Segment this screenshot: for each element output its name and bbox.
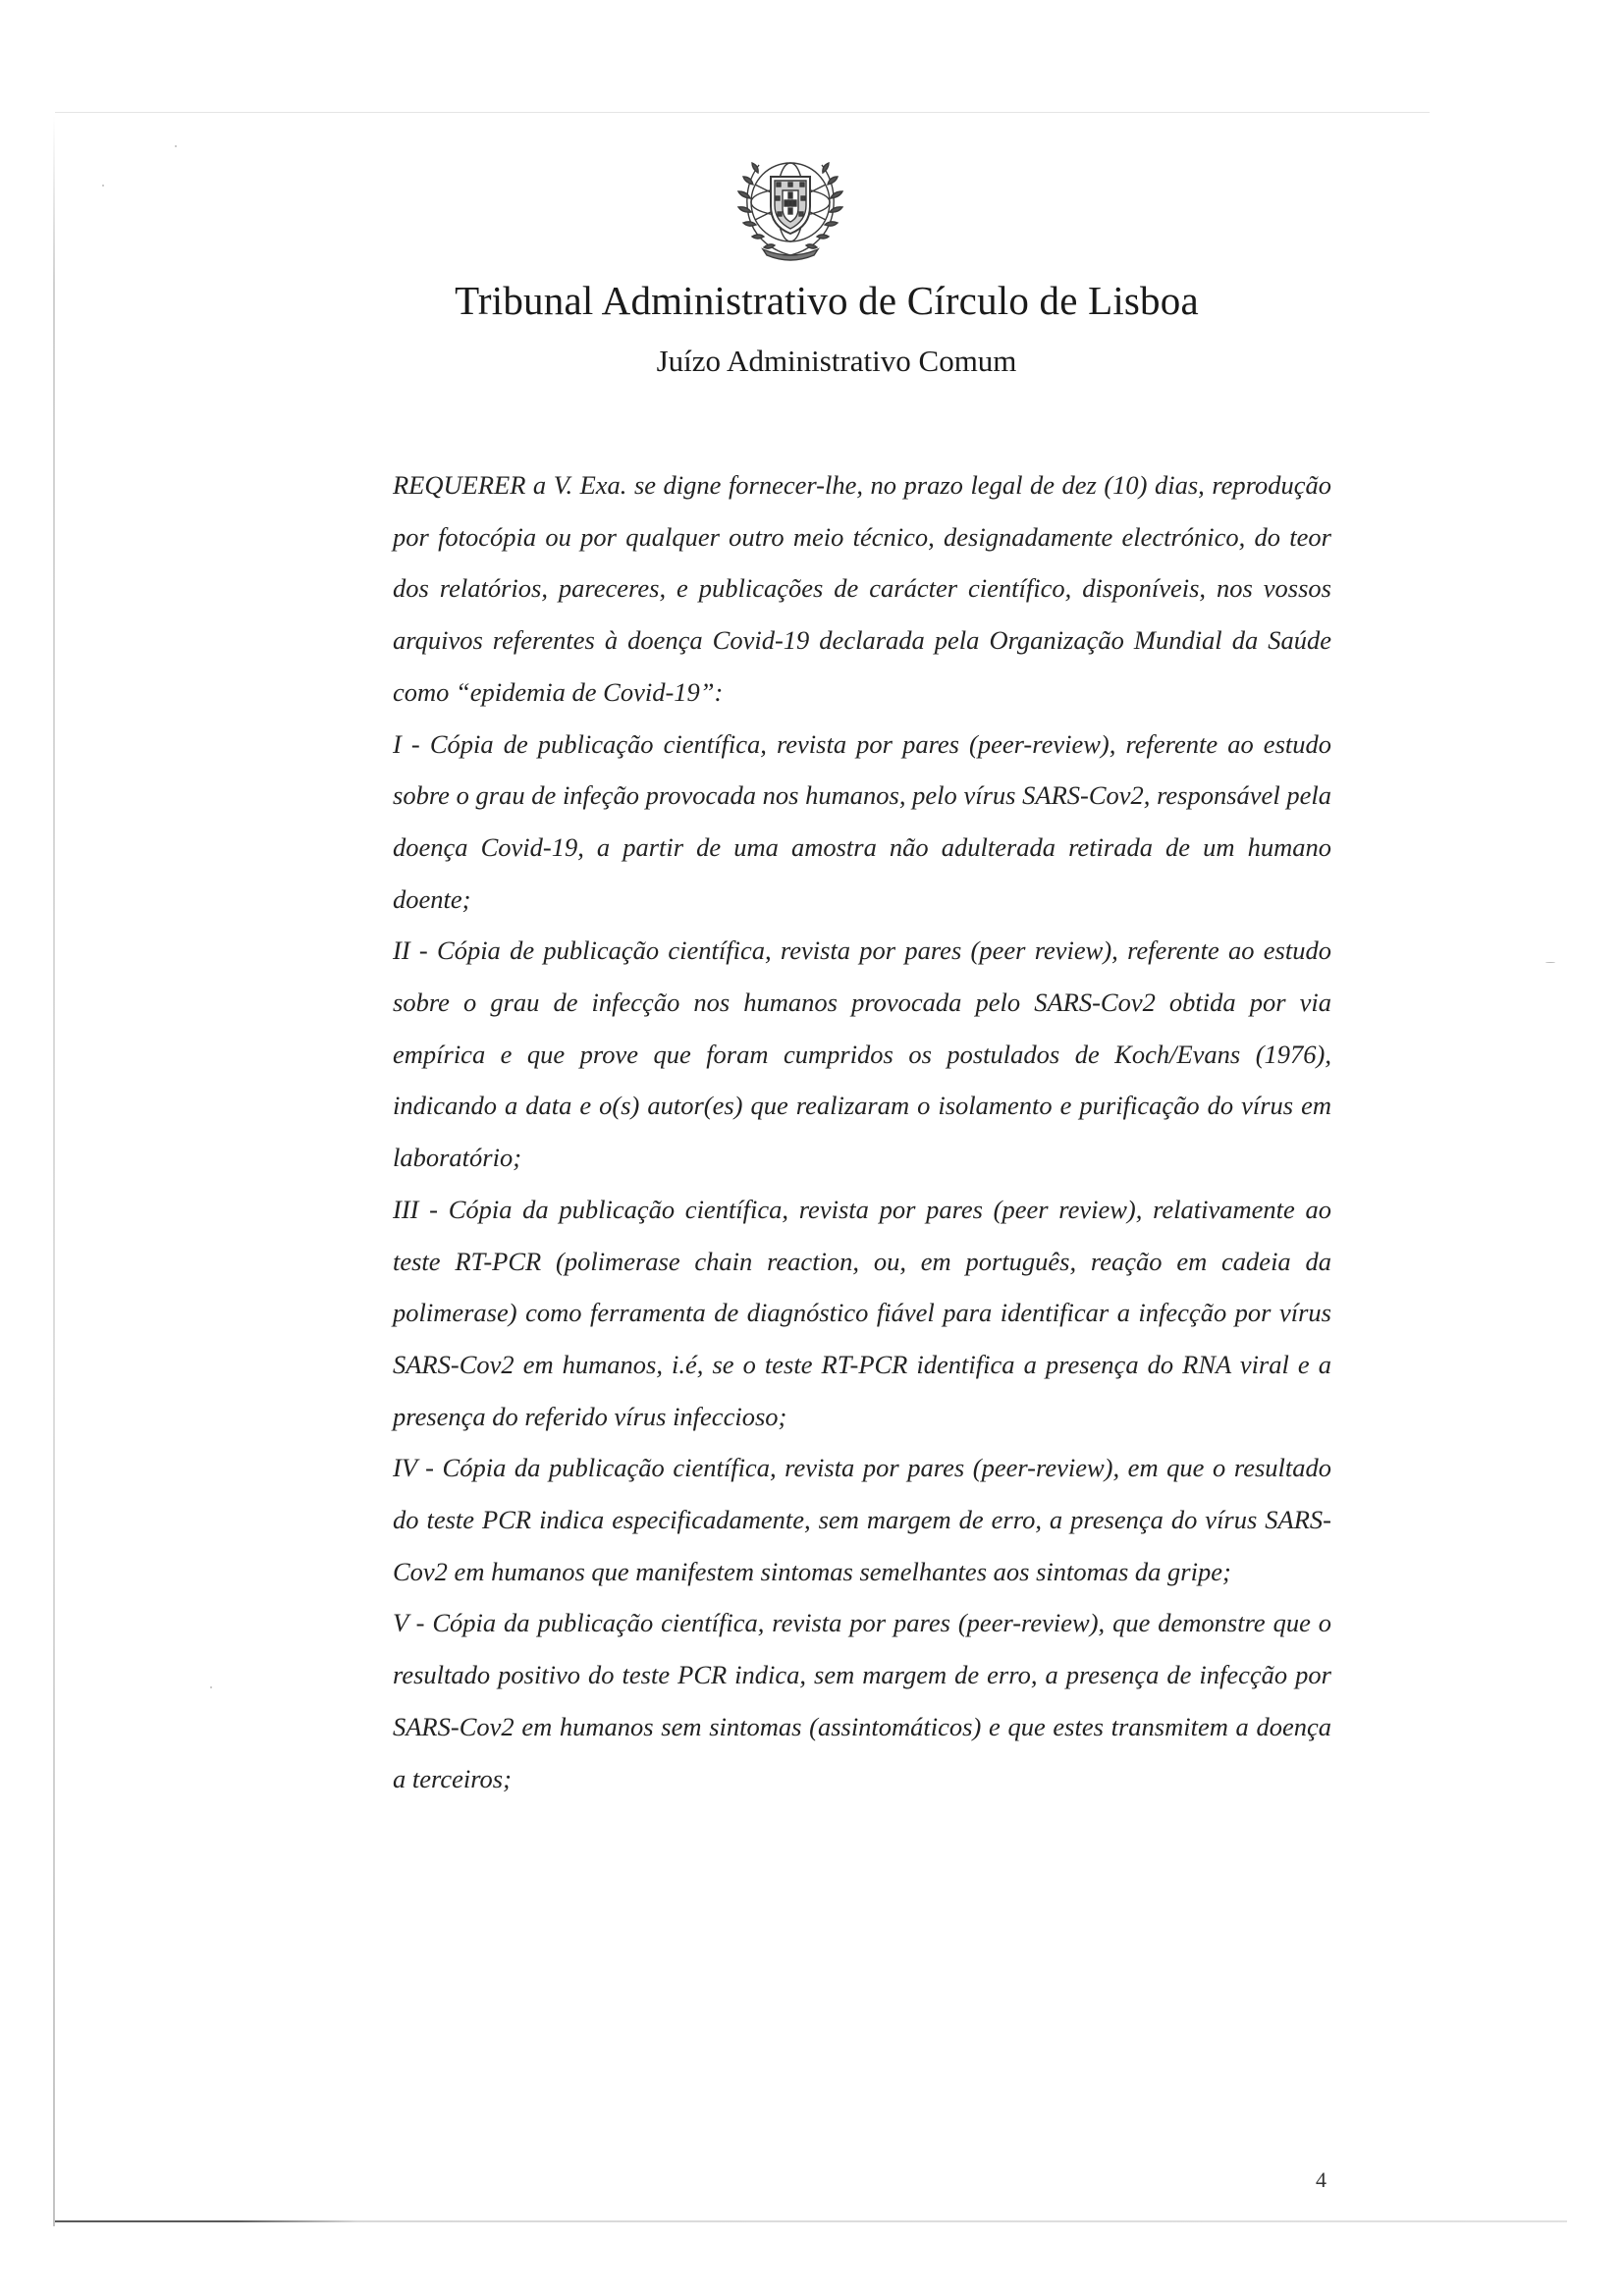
- scan-edge-bottom: [55, 2220, 1567, 2222]
- scan-speck: [210, 1686, 212, 1688]
- coat-of-arms-of-portugal-icon: [731, 145, 849, 263]
- paragraph-item-iv: IV - Cópia da publicação científica, revista por pares (peer-review), em que o resultado do teste PCR indica especificadamente, sem margem de erro, a presença do vírus SARS-Cov2 em humanos que manifestem sintomas semelhantes aos sintomas da gripe;: [393, 1453, 1331, 1586]
- scan-speck: [175, 145, 177, 147]
- paragraph-item-i: I - Cópia de publicação científica, revista por pares (peer-review), referente ao estudo sobre o grau de infeção provocada nos humanos, pelo vírus SARS-Cov2, responsável pela doença Covid-19, a partir de uma amostra não adulterada retirada de um humano doente;: [393, 728, 1331, 914]
- court-section: Juízo Administrativo Comum: [656, 344, 1017, 378]
- paragraph-item-ii: II - Cópia de publicação científica, revista por pares (peer review), referente ao estudo sobre o grau de infecção nos humanos provocada pelo SARS-Cov2 obtida por via empírica e que prove que foram cumpridos os postulados de Koch/Evans (1976), indicando a data e o(s) autor(es) que realizaram o isolamento e purificação do vírus em laboratório;: [393, 935, 1331, 1173]
- scan-speck: [1545, 962, 1555, 963]
- scan-edge-top: [55, 112, 1430, 113]
- page-number: 4: [1316, 2167, 1326, 2192]
- paragraph-request: REQUERER a V. Exa. se digne fornecer-lhe, no prazo legal de dez (10) dias, reprodução por fotocópia ou por qualquer outro meio técnico, designadamente electrónico, do teor dos relatórios, pareceres, e publicações de carácter científico, disponíveis, nos vossos arquivos referentes à doença Covid-19 declarada pela Organização Mundial da Saúde como “epidemia de Covid-19”:: [393, 470, 1331, 707]
- court-name: Tribunal Administrativo de Círculo de Lisboa: [455, 278, 1199, 323]
- scan-speck: [102, 185, 104, 187]
- scan-edge-left: [53, 116, 55, 2226]
- paragraph-item-iii: III - Cópia da publicação científica, revista por pares (peer review), relativamente ao teste RT-PCR (polimerase chain reaction, ou, em português, reação em cadeia da polimerase) como ferramenta de diagnóstico fiável para identificar a infecção por vírus SARS-Cov2 em humanos, i.é, se o teste RT-PCR identifica a presença do RNA viral e a presença do referido vírus infeccioso;: [393, 1194, 1331, 1431]
- paragraph-item-v: V - Cópia da publicação científica, revista por pares (peer-review), que demonstre que o resultado positivo do teste PCR indica, sem margem de erro, a presença de infecção por SARS-Cov2 em humanos sem sintomas (assintomáticos) e que estes transmitem a doença a terceiros;: [393, 1608, 1331, 1793]
- document-body: [393, 459, 1331, 1804]
